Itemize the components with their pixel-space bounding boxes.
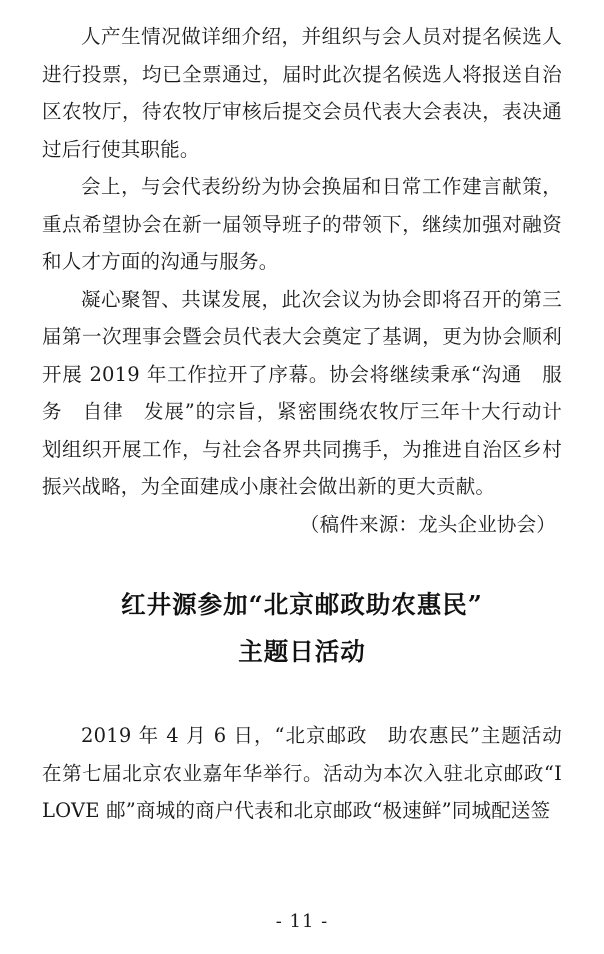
paragraph: 凝心聚智、共谋发展，此次会议为协会即将召开的第三届第一次理事会暨会员代表大会奠定了基调，更为协会顺利开展 2019 年工作拉开了序幕。协会将继续秉承“沟通 服务 自律 发展”的宗旨，紧密围绕农牧厅三年十大行动计划组织开展工作，与社会各界共同携手，为推进自治区乡村振兴战略，为全面建成小康社会做出新的更大贡献。 <box>42 287 562 498</box>
paragraph: 2019 年 4 月 6 日，“北京邮政 助农惠民”主题活动在第七届北京农业嘉年华举行。活动为本次入驻北京邮政“I LOVE 邮”商城的商户代表和北京邮政“极速鲜”同城配送签 <box>42 724 562 822</box>
article-title-line-2: 主题日活动 <box>238 637 366 666</box>
article-body <box>42 717 562 830</box>
continued-article-body <box>42 18 562 543</box>
title-spacer <box>42 675 562 717</box>
paragraph: 会上，与会代表纷纷为协会换届和日常工作建言献策，重点希望协会在新一届领导班子的带领下，继续加强对融资和人才方面的沟通与服务。 <box>42 175 562 273</box>
page-number: - 11 - <box>275 911 329 932</box>
article-title-line-1: 红井源参加“北京邮政助农惠民” <box>121 590 483 619</box>
source-attribution: （稿件来源：龙头企业协会） <box>299 512 556 536</box>
article-title <box>42 581 562 675</box>
paragraph: 人产生情况做详细介绍，并组织与会人员对提名候选人进行投票，均已全票通过，届时此次提名候选人将报送自治区农牧厅，待农牧厅审核后提交会员代表大会表决，表决通过后行使其职能。 <box>42 25 562 161</box>
section-spacer <box>42 543 562 581</box>
